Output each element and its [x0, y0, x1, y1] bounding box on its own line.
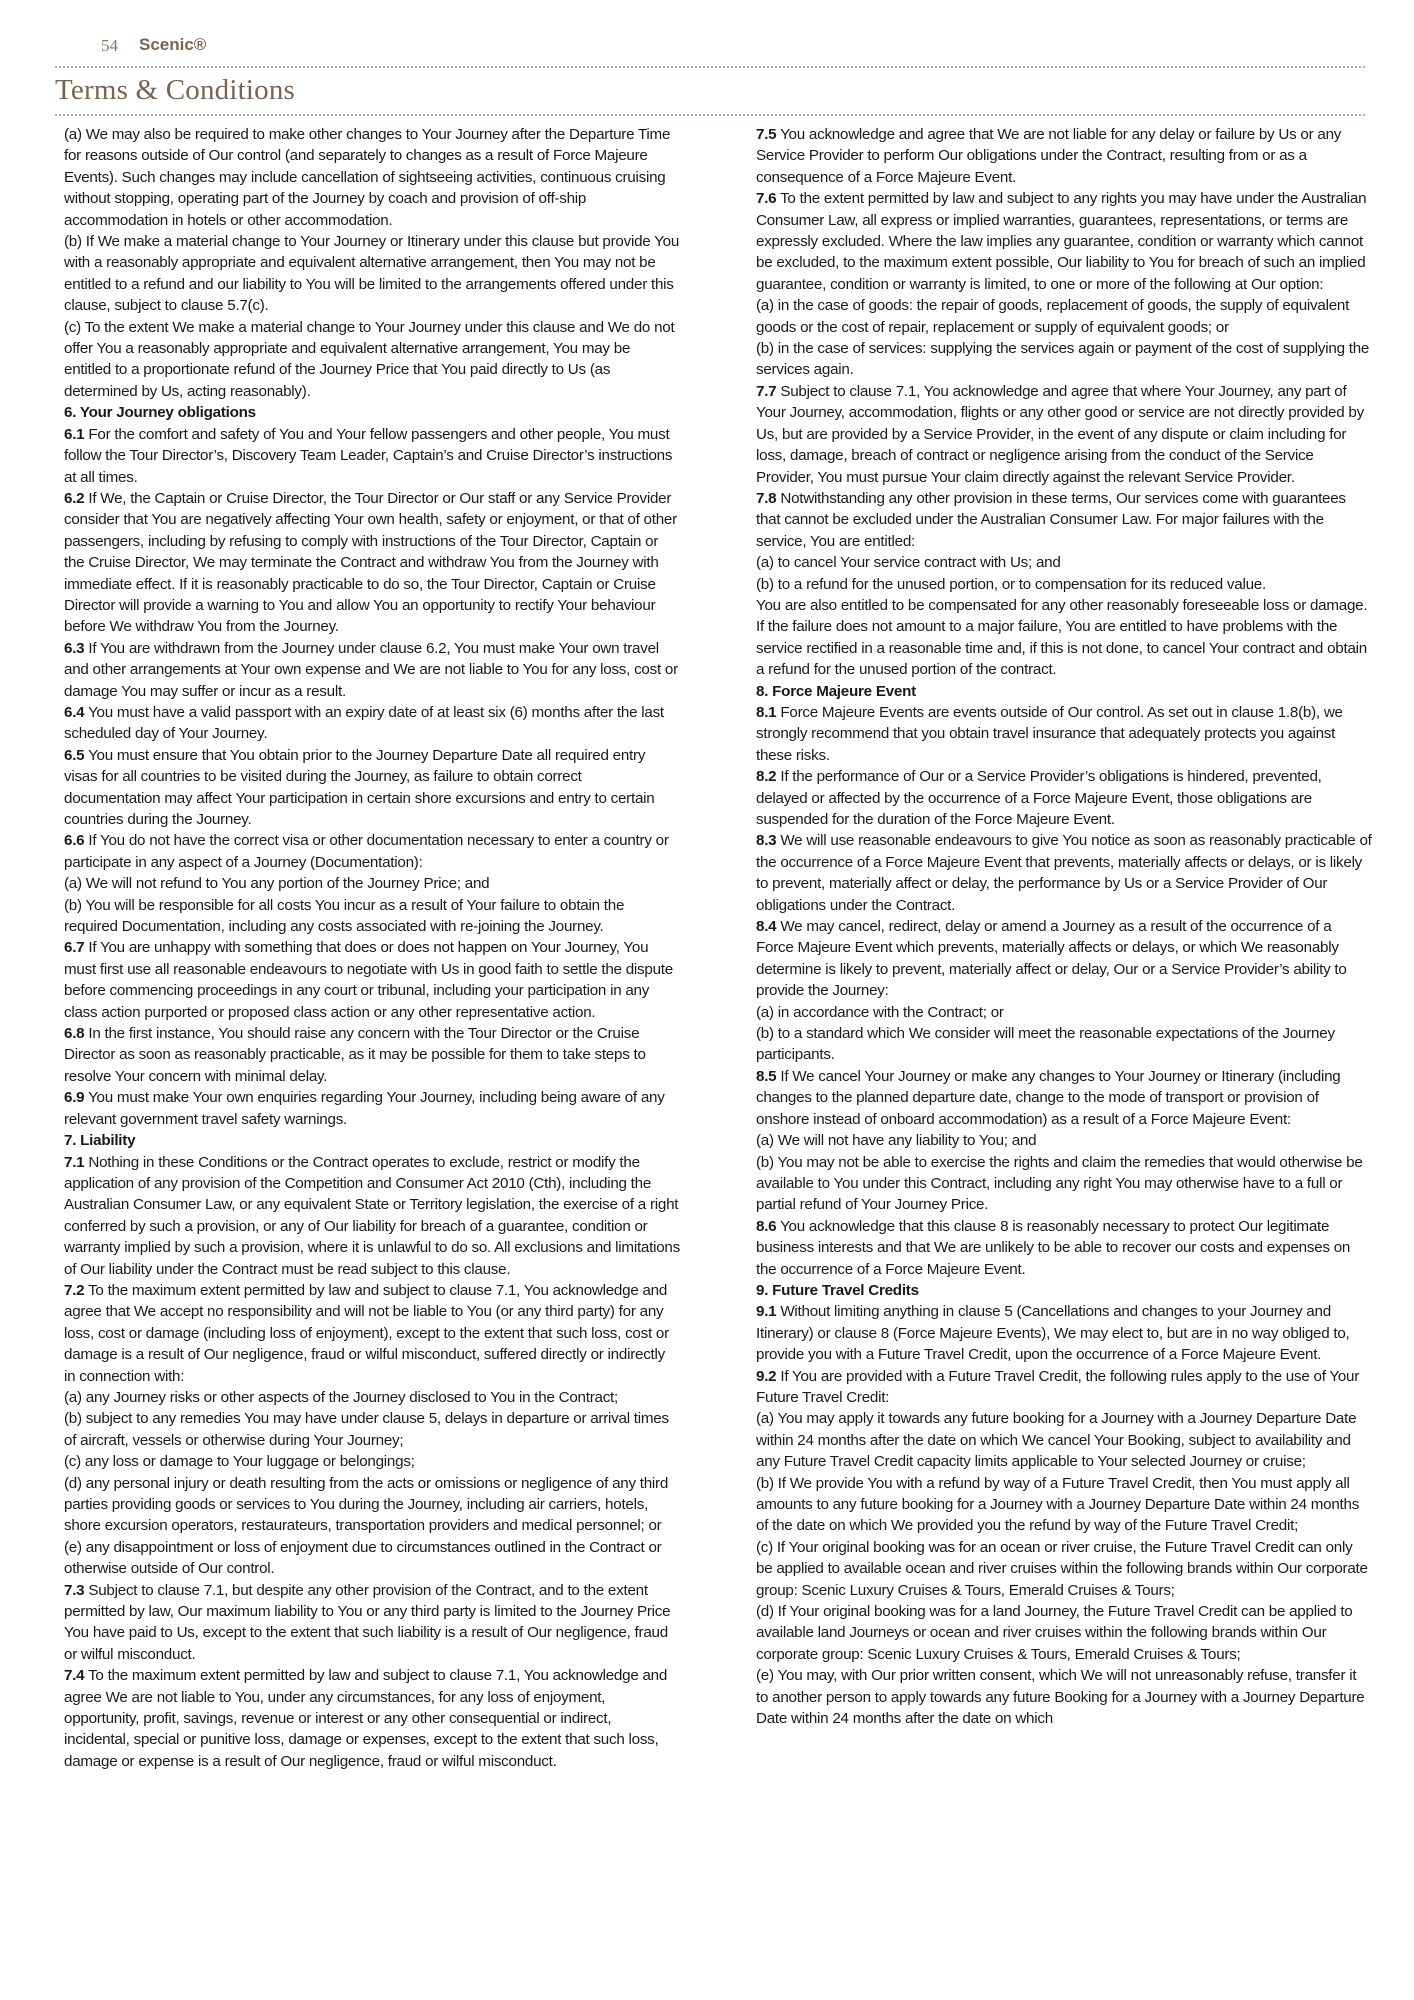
clause-number: 7.4	[64, 1667, 85, 1685]
clause-paragraph	[756, 1066, 1372, 1130]
clause-number: 7.5	[756, 126, 777, 143]
clause-text: If You are unhappy with something that does or does not happen on Your Journey, You must first use all reasonable endeavours to negotiate with Us in good faith to settle the dispute before commencing proceedings in any court or tribunal, including your participation in any class action purported or proposed class action or any other representative action.	[64, 939, 673, 1021]
clause-paragraph	[756, 1216, 1372, 1280]
section-heading	[756, 1280, 1372, 1301]
clause-text: (c) If Your original booking was for an ocean or river cruise, the Future Travel Credit can only be applied to available ocean and river cruises within the following brands within Our corporate group: Scenic Luxury Cruises & Tours, Emerald Cruises & Tours;	[756, 1538, 1368, 1599]
clause-number: 6.9	[64, 1089, 85, 1107]
clause-paragraph	[756, 766, 1372, 830]
clause-paragraph	[756, 1473, 1372, 1537]
clause-paragraph	[756, 188, 1372, 295]
clause-number: 6.6	[64, 832, 85, 850]
clause-number: 6.8	[64, 1025, 85, 1043]
clause-text: (e) any disappointment or loss of enjoyment due to circumstances outlined in the Contract or otherwise outside of Our control.	[64, 1538, 662, 1578]
clause-number: 7.7	[756, 382, 777, 400]
clause-text: (d) If Your original booking was for a land Journey, the Future Travel Credit can be applied to available land Journeys or ocean and river cruises within the following brands within Our corporate group: Scenic Luxury Cruises & Tours, Emerald Cruises & Tours;	[756, 1603, 1353, 1663]
clause-text: (b) subject to any remedies You may have under clause 5, delays in departure or arrival times of aircraft, vessels or otherwise during Your Journey;	[64, 1410, 669, 1449]
clause-text: You must have a valid passport with an expiry date of at least six (6) months after the last scheduled day of Your Journey.	[64, 703, 664, 743]
clause-text: (b) to a standard which We consider will meet the reasonable expectations of the Journey participants.	[756, 1025, 1335, 1064]
clause-text: (c) To the extent We make a material change to Your Journey under this clause and We do not offer You a reasonably appropriate and equivalent alternative arrangement, You may be entitled to a proportionate refund of the Journey Price that You paid directly to Us (as determined by Us, acting reasonably).	[64, 318, 675, 400]
clause-text: (e) You may, with Our prior written consent, which We will not unreasonably refuse, transfer it to another person to apply towards any future Booking for a Journey with a Journey Departure Date within 24 months after the date on which	[756, 1667, 1365, 1728]
clause-text: (a) We may also be required to make other changes to Your Journey after the Departure Time for reasons outside of Our control (and separately to changes as a result of Force Majeure Events). Such changes may include cancellation of sightseeing activities, continuous cruising without stopping, operating part of the Journey by coach and provision of off-ship accommodation in hotels or other accommodation.	[64, 126, 671, 229]
clause-text: To the maximum extent permitted by law and subject to clause 7.1, You acknowledge and agree that We accept no responsibility and will not be liable to You (or any third party) for any loss, cost or damage (including loss of enjoyment), except to the extent that such loss, cost or damage is a result of Our negligence, fraud or wilful misconduct, suffered directly or indirectly in connection with:	[64, 1281, 669, 1385]
clause-text: You acknowledge that this clause 8 is reasonably necessary to protect Our legitimate business interests and that We are unlikely to be able to recover our costs and expenses on the occurrence of a Force Majeure Event.	[756, 1217, 1351, 1278]
clause-paragraph	[64, 1408, 680, 1451]
clause-text: We will use reasonable endeavours to give You notice as soon as reasonably practicable of the occurrence of a Force Majeure Event that prevents, materially affects or delays, or is likely to prevent, materially affect or delay, the performance by Us or a Service Provider of Our obligations under the Contract.	[756, 832, 1372, 914]
clause-paragraph	[64, 424, 680, 488]
clause-paragraph	[64, 873, 680, 894]
clause-number: 8.4	[756, 918, 777, 936]
clause-paragraph	[756, 381, 1372, 488]
page-number: 54	[101, 36, 118, 55]
clause-text: 7. Liability	[64, 1132, 136, 1150]
clause-number: 9.2	[756, 1367, 777, 1385]
clause-paragraph	[756, 595, 1372, 681]
clause-text: (b) You may not be able to exercise the rights and claim the remedies that would otherwise be available to You under this Contract, including any right You may otherwise have to a full or partial refund of Your Journey Price.	[756, 1153, 1363, 1214]
clause-text: (a) to cancel Your service contract with Us; and	[756, 554, 1061, 572]
clause-text: To the extent permitted by law and subject to any rights you may have under the Australian Consumer Law, all express or implied warranties, guarantees, representations, or terms are expressly excluded. Where the law implies any guarantee, condition or warranty which cannot be excluded, to the maximum extent possible, Our liability to You for breach of such an implied guarantee, condition or warranty is limited, to one or more of the following at Our option:	[756, 190, 1367, 293]
right-column	[756, 124, 1372, 1729]
clause-number: 6.1	[64, 425, 85, 443]
clause-text: 8. Force Majeure Event	[756, 682, 916, 700]
clause-text: If We, the Captain or Cruise Director, the Tour Director or Our staff or any Service Provider consider that You are negatively affecting Your own health, safety or enjoyment, or that of other passengers, including by refusing to comply with instructions of the Tour Director, Captain or the Cruise Director, We may terminate the Contract and withdraw You from the Journey with immediate effect. If it is reasonably practicable to do so, the Tour Director, Captain or Cruise Director will provide a warning to You and allow You an opportunity to rectify Your behaviour before We withdraw You from the Journey.	[64, 489, 677, 636]
clause-text: You must ensure that You obtain prior to the Journey Departure Date all required entry visas for all countries to be visited during the Journey, as failure to obtain correct documentation may affect Your participation in certain shore excursions and entry to certain countries during the Journey.	[64, 746, 655, 828]
clause-text: In the first instance, You should raise any concern with the Tour Director or the Cruise Director as soon as reasonably practicable, as it may be possible for them to take steps to resolve Your concern with minimal delay.	[64, 1025, 646, 1085]
clause-number: 7.8	[756, 489, 777, 507]
clause-number: 8.2	[756, 768, 777, 786]
section-heading	[64, 402, 680, 423]
clause-text: (c) any loss or damage to Your luggage or belongings;	[64, 1453, 415, 1471]
clause-text: Force Majeure Events are events outside of Our control. As set out in clause 1.8(b), we strongly recommend that you obtain travel insurance that adequately protects you against these risks.	[756, 703, 1343, 764]
clause-paragraph	[756, 1301, 1372, 1365]
clause-text: For the comfort and safety of You and Your fellow passengers and other people, You must follow the Tour Director’s, Discovery Team Leader, Captain’s and Cruise Director’s instructions at all times.	[64, 425, 673, 486]
clause-text: Without limiting anything in clause 5 (Cancellations and changes to your Journey and Itinerary) or clause 8 (Force Majeure Events), We may elect to, but are in no way obliged to, provide you with a Future Travel Credit, upon the occurrence of a Force Majeure Event.	[756, 1303, 1350, 1364]
clause-paragraph	[64, 1665, 680, 1772]
clause-text: To the maximum extent permitted by law and subject to clause 7.1, You acknowledge and agree We are not liable to You, under any circumstances, for any loss of enjoyment, opportunity, profit, savings, revenue or interest or any other consequential or indirect, incidental, special or punitive loss, damage or expenses, except to the extent that such loss, damage or expense is a result of Our negligence, fraud or wilful misconduct.	[64, 1667, 668, 1770]
clause-paragraph	[64, 124, 680, 231]
clause-text: Subject to clause 7.1, but despite any other provision of the Contract, and to the extent permitted by law, Our maximum liability to You or any third party is limited to the Journey Price You have paid to Us, except to the extent that such liability is a result of Our negligence, fraud or wilful misconduct.	[64, 1581, 671, 1663]
clause-text: If the performance of Our or a Service Provider’s obligations is hindered, prevented, delayed or affected by the occurrence of a Force Majeure Event, those obligations are suspended for the duration of the Force Majeure Event.	[756, 768, 1322, 828]
clause-paragraph	[64, 1451, 680, 1472]
page-header	[55, 32, 1365, 72]
clause-paragraph	[756, 702, 1372, 766]
clause-text: Nothing in these Conditions or the Contract operates to exclude, restrict or modify the application of any provision of the Competition and Consumer Act 2010 (Cth), including the Australian Consumer Law, or any equivalent State or Territory legislation, the exercise of a right conferred by such a provision, or any of Our liability for breach of a guarantee, condition or warranty implied by such a provision, where it is unlawful to do so. All exclusions and limitations of Our liability under the Contract must be read subject to this clause.	[64, 1153, 680, 1278]
clause-number: 6.2	[64, 489, 85, 507]
clause-text: If You are provided with a Future Travel Credit, the following rules apply to the use of Your Future Travel Credit:	[756, 1367, 1360, 1406]
brand-name: Scenic®	[139, 35, 207, 54]
clause-text: (d) any personal injury or death resulting from the acts or omissions or negligence of any third parties providing goods or services to You during the Journey, including air carriers, hotels, shore excursion operators, restaurateurs, transportation providers and medical personnel; or	[64, 1474, 669, 1535]
page-title: Terms & Conditions	[55, 74, 296, 106]
clause-text: (b) If We provide You with a refund by way of a Future Travel Credit, then You must apply all amounts to any future booking for a Journey with a Journey Departure Date within 24 months of the date on which We provided you the refund by way of the Future Travel Credit;	[756, 1474, 1360, 1535]
clause-paragraph	[64, 1580, 680, 1666]
clause-number: 7.2	[64, 1281, 85, 1299]
clause-text: (a) any Journey risks or other aspects of the Journey disclosed to You in the Contract;	[64, 1388, 618, 1406]
clause-number: 7.3	[64, 1581, 85, 1599]
clause-number: 6.5	[64, 746, 85, 764]
clause-paragraph	[64, 1537, 680, 1580]
clause-paragraph	[64, 830, 680, 873]
clause-number: 9.1	[756, 1303, 777, 1321]
clause-number: 6.3	[64, 639, 85, 657]
clause-number: 8.3	[756, 832, 777, 850]
clause-paragraph	[64, 488, 680, 638]
clause-paragraph	[756, 916, 1372, 1002]
clause-paragraph	[756, 1130, 1372, 1151]
clause-paragraph	[64, 1387, 680, 1408]
left-column	[64, 124, 680, 1772]
clause-text: If You are withdrawn from the Journey under clause 6.2, You must make Your own travel and other arrangements at Your own expense and We are not liable to You for any loss, cost or damage You may suffer or incur as a result.	[64, 639, 678, 700]
clause-text: (a) in the case of goods: the repair of goods, replacement of goods, the supply of equivalent goods or the cost of repair, replacement or supply of equivalent goods; or	[756, 297, 1350, 336]
clause-text: We may cancel, redirect, delay or amend a Journey as a result of the occurrence of a Force Majeure Event which prevents, materially affects or delays, or which We reasonably determine is likely to prevent, materially affect or delay, Our or a Service Provider’s ability to provide the Journey:	[756, 918, 1347, 1000]
clause-number: 6.7	[64, 939, 85, 957]
clause-paragraph	[756, 1002, 1372, 1023]
clause-text: (a) in accordance with the Contract; or	[756, 1003, 1004, 1021]
header-rule-bottom	[55, 114, 1365, 116]
clause-paragraph	[756, 1152, 1372, 1216]
clause-text: (b) You will be responsible for all costs You incur as a result of Your failure to obtain the required Documentation, including any costs associated with re-joining the Journey.	[64, 896, 625, 936]
clause-paragraph	[756, 574, 1372, 595]
clause-paragraph	[756, 1537, 1372, 1601]
clause-text: You must make Your own enquiries regarding Your Journey, including being aware of any relevant government travel safety warnings.	[64, 1089, 665, 1128]
section-heading	[64, 1130, 680, 1151]
clause-text: 6. Your Journey obligations	[64, 404, 256, 422]
clause-text: (a) You may apply it towards any future booking for a Journey with a Journey Departure Date within 24 months after the date on which We cancel Your Booking, subject to availability and any Future Travel Credit capacity limits applicable to Your selected Journey or cruise;	[756, 1410, 1357, 1471]
clause-paragraph	[64, 1087, 680, 1130]
clause-paragraph	[756, 1366, 1372, 1409]
clause-paragraph	[756, 1601, 1372, 1665]
clause-number: 8.1	[756, 703, 777, 721]
clause-text: 9. Future Travel Credits	[756, 1281, 919, 1299]
clause-text: Notwithstanding any other provision in these terms, Our services come with guarantees that cannot be excluded under the Australian Consumer Law. For major failures with the service, You are entitled:	[756, 489, 1346, 550]
clause-text: (b) If We make a material change to Your Journey or Itinerary under this clause but provide You with a reasonably appropriate and equivalent alternative arrangement, then You may not be entitled to a refund and our liability to You will be limited to the arrangements offered under this clause, subject to clause 5.7(c).	[64, 233, 680, 315]
clause-paragraph	[64, 638, 680, 702]
clause-paragraph	[64, 1023, 680, 1087]
clause-text: If You do not have the correct visa or other documentation necessary to enter a country or participate in any aspect of a Journey (Documentation):	[64, 832, 669, 871]
clause-text: (a) We will not have any liability to You; and	[756, 1132, 1037, 1150]
clause-paragraph	[756, 552, 1372, 573]
clause-paragraph	[64, 937, 680, 1023]
clause-paragraph	[64, 745, 680, 831]
clause-text: If We cancel Your Journey or make any changes to Your Journey or Itinerary (including changes to the planned departure date, change to the mode of transport or provision of onshore instead of onboard accommodation) as a result of a Force Majeure Event:	[756, 1067, 1341, 1128]
clause-number: 7.1	[64, 1153, 85, 1171]
clause-paragraph	[64, 702, 680, 745]
clause-paragraph	[756, 295, 1372, 338]
clause-paragraph	[64, 1152, 680, 1280]
clause-number: 6.4	[64, 703, 85, 721]
clause-paragraph	[756, 1023, 1372, 1066]
clause-paragraph	[756, 488, 1372, 552]
clause-text: You acknowledge and agree that We are not liable for any delay or failure by Us or any Service Provider to perform Our obligations under the Contract, resulting from or as a consequence of a Force Majeure Event.	[756, 126, 1342, 186]
clause-paragraph	[756, 124, 1372, 188]
clause-number: 8.5	[756, 1067, 777, 1085]
clause-paragraph	[756, 1665, 1372, 1729]
clause-text: (b) in the case of services: supplying the services again or payment of the cost of supplying the services again.	[756, 340, 1370, 379]
clause-text: (b) to a refund for the unused portion, or to compensation for its reduced value.	[756, 575, 1266, 593]
clause-paragraph	[64, 1280, 680, 1387]
clause-number: 8.6	[756, 1217, 777, 1235]
clause-paragraph	[64, 317, 680, 403]
clause-paragraph	[756, 830, 1372, 916]
clause-text: Subject to clause 7.1, You acknowledge and agree that where Your Journey, any part of Your Journey, accommodation, flights or any other good or service are not directly provided by Us, but are provided by a Service Provider, in the event of any dispute or claim including for loss, damage, breach of contract or negligence arising from the conduct of the Service Provider, You must pursue Your claim directly against the relevant Service Provider.	[756, 382, 1364, 486]
clause-text: You are also entitled to be compensated for any other reasonably foreseeable loss or damage. If the failure does not amount to a major failure, You are entitled to have problems with the service rectified in a reasonable time and, if this is not done, to cancel Your contract and obtain a refund for the unused portion of the contract.	[756, 596, 1368, 679]
clause-paragraph	[64, 895, 680, 938]
clause-paragraph	[64, 1473, 680, 1537]
section-heading	[756, 681, 1372, 702]
clause-text: (a) We will not refund to You any portion of the Journey Price; and	[64, 875, 490, 893]
clause-number: 7.6	[756, 190, 777, 208]
clause-paragraph	[756, 338, 1372, 381]
clause-paragraph	[756, 1408, 1372, 1472]
clause-paragraph	[64, 231, 680, 317]
